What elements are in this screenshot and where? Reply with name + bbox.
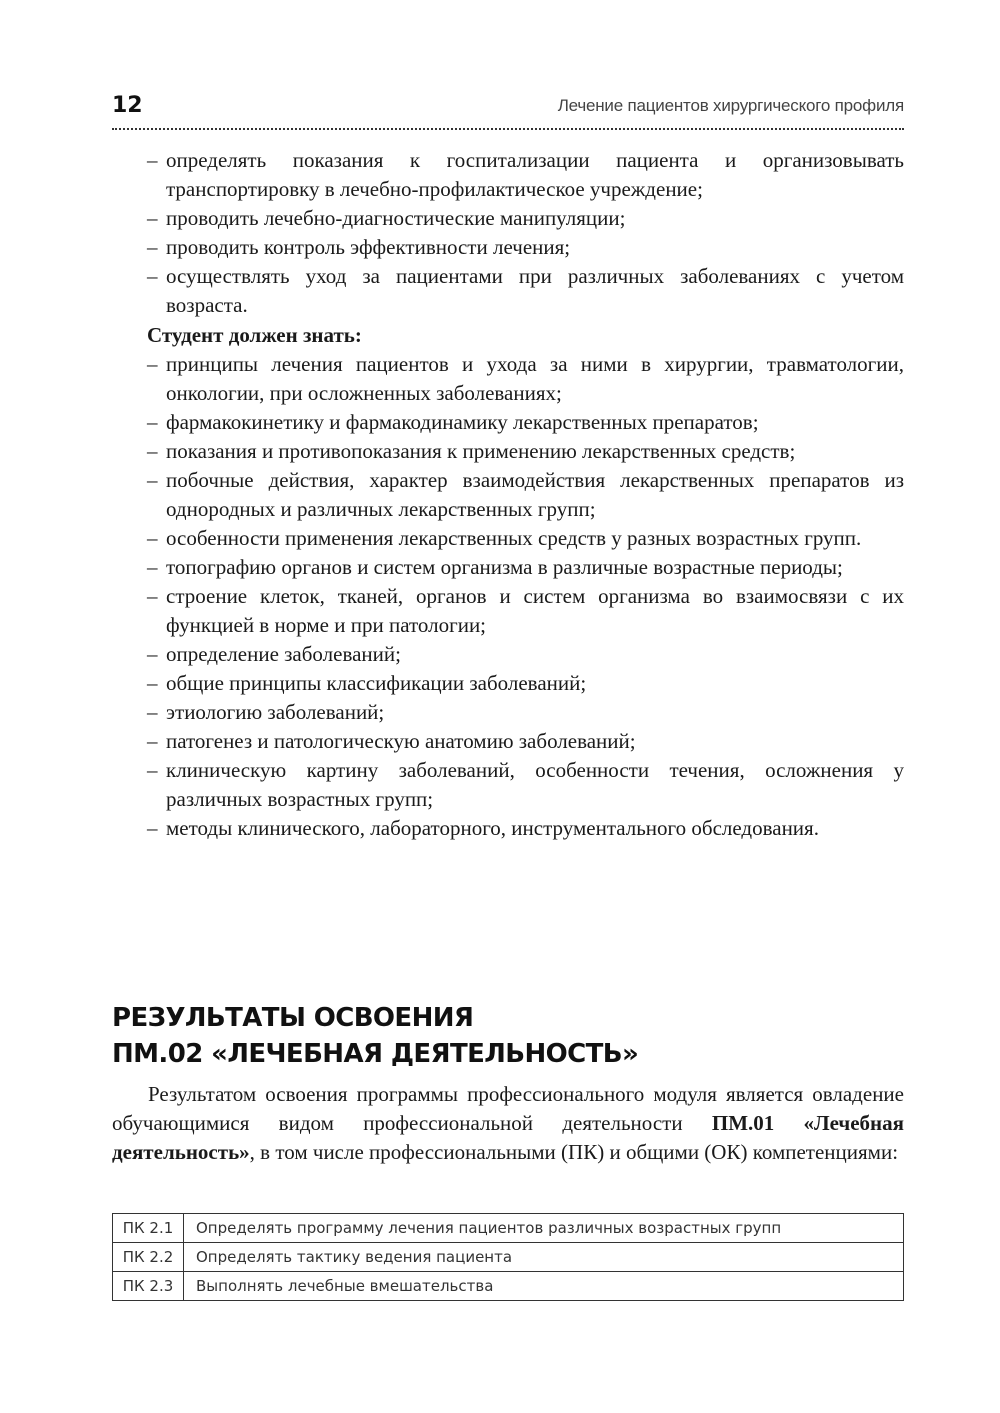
list-item: [147, 437, 904, 466]
page-number: 12: [112, 93, 143, 118]
intro-paragraph: [112, 1080, 904, 1167]
list-item-text: особенности применения лекарственных средств у разных возрастных групп.: [166, 526, 862, 550]
list-dash: –: [147, 700, 158, 724]
list-item: [147, 553, 904, 582]
list-item-text: клиническую картину заболеваний, особенности течения, осложнения у различных возрастных групп;: [166, 758, 904, 811]
competencies-table: [112, 1213, 904, 1301]
list-item-text: проводить лечебно-диагностические манипуляции;: [166, 206, 626, 230]
page-header: [112, 92, 904, 126]
section-heading-line: РЕЗУЛЬТАТЫ ОСВОЕНИЯ: [112, 1003, 474, 1033]
section-intro: [112, 1080, 904, 1167]
competency-code: ПК 2.1: [113, 1214, 184, 1243]
intro-text: , в том числе профессиональными (ПК) и общими (ОК) компетенциями:: [249, 1140, 899, 1164]
list-dash: –: [147, 206, 158, 230]
list-item: [147, 640, 904, 669]
list-item: [147, 582, 904, 640]
list-dash: –: [147, 671, 158, 695]
list-item: [147, 350, 904, 408]
header-divider: [112, 128, 904, 130]
list-dash: –: [147, 468, 158, 492]
list-item-text: общие принципы классификации заболеваний;: [166, 671, 587, 695]
know-subheading: Студент должен знать:: [147, 323, 362, 347]
list-dash: –: [147, 410, 158, 434]
section-heading: [112, 1000, 904, 1072]
list-item: [147, 262, 904, 320]
list-item: [147, 408, 904, 437]
list-dash: –: [147, 526, 158, 550]
list-item-text: показания и противопоказания к применению лекарственных средств;: [166, 439, 796, 463]
list-dash: –: [147, 758, 158, 782]
body-text: [147, 146, 904, 843]
section-heading-line: ПМ.02 «ЛЕЧЕБНАЯ ДЕЯТЕЛЬНОСТЬ»: [112, 1039, 639, 1069]
list-dash: –: [147, 555, 158, 579]
list-item-text: осуществлять уход за пациентами при различных заболеваниях с учетом возраста.: [166, 264, 904, 317]
skills-list: [147, 146, 904, 320]
list-item: [147, 698, 904, 727]
list-item-text: строение клеток, тканей, органов и систем организма во взаимосвязи с их функцией в норме и при патологии;: [166, 584, 904, 637]
list-item: [147, 814, 904, 843]
list-item-text: этиологию заболеваний;: [166, 700, 385, 724]
list-item: [147, 727, 904, 756]
competency-code: ПК 2.3: [113, 1272, 184, 1301]
list-item-text: определение заболеваний;: [166, 642, 401, 666]
list-item: [147, 466, 904, 524]
list-item-text: фармакокинетику и фармакодинамику лекарственных препаратов;: [166, 410, 759, 434]
intro-text: Результатом освоения программы профессионального модуля является овладение обучающимися видом профессиональной деятельности: [112, 1082, 904, 1135]
list-item-text: принципы лечения пациентов и ухода за ними в хирургии, травматологии, онкологии, при осложненных заболеваниях;: [166, 352, 904, 405]
list-dash: –: [147, 439, 158, 463]
competency-text: Выполнять лечебные вмешательства: [184, 1272, 904, 1301]
competency-text: Определять программу лечения пациентов различных возрастных групп: [184, 1214, 904, 1243]
list-item-text: методы клинического, лабораторного, инструментального обследования.: [166, 816, 819, 840]
list-dash: –: [147, 584, 158, 608]
competency-text: Определять тактику ведения пациента: [184, 1243, 904, 1272]
list-item-text: топографию органов и систем организма в различные возрастные периоды;: [166, 555, 843, 579]
list-dash: –: [147, 642, 158, 666]
table-row: [113, 1243, 904, 1272]
table-row: [113, 1272, 904, 1301]
table-row: [113, 1214, 904, 1243]
list-item: [147, 146, 904, 204]
list-item: [147, 233, 904, 262]
list-dash: –: [147, 264, 158, 288]
list-item: [147, 204, 904, 233]
list-item-text: побочные действия, характер взаимодействия лекарственных препаратов из однородных и различных лекарственных групп;: [166, 468, 904, 521]
list-dash: –: [147, 235, 158, 259]
list-item-text: определять показания к госпитализации пациента и организовывать транспортировку в лечебно-профилактическое учреждение;: [166, 148, 904, 201]
running-title: Лечение пациентов хирургического профиля: [557, 96, 904, 115]
intro-module-name: ПМ.01 «Лечебная деятельность»: [112, 1111, 904, 1164]
list-item: [147, 524, 904, 553]
list-dash: –: [147, 352, 158, 376]
list-item: [147, 669, 904, 698]
list-item-text: проводить контроль эффективности лечения;: [166, 235, 571, 259]
list-dash: –: [147, 729, 158, 753]
list-dash: –: [147, 148, 158, 172]
list-item: [147, 756, 904, 814]
list-dash: –: [147, 816, 158, 840]
list-item-text: патогенез и патологическую анатомию заболеваний;: [166, 729, 636, 753]
knowledge-list: [147, 350, 904, 843]
competency-code: ПК 2.2: [113, 1243, 184, 1272]
